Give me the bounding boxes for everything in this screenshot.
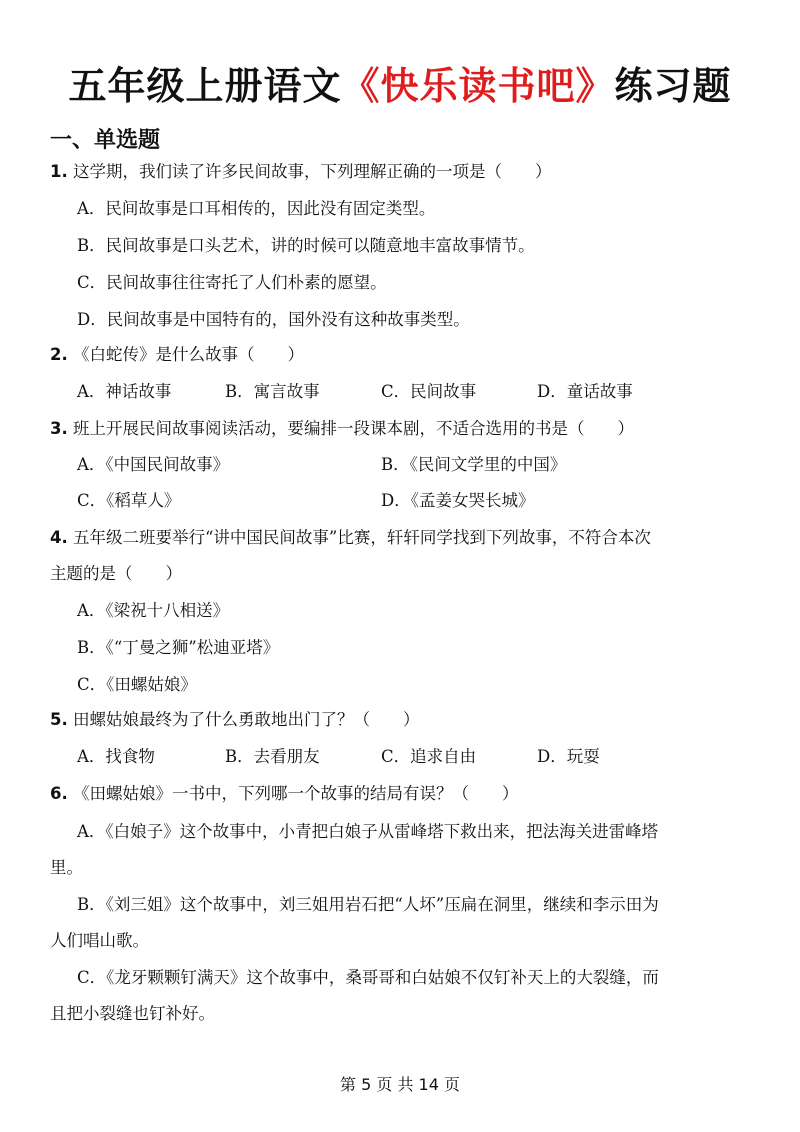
q5-option-c: C．追求自由 (381, 747, 477, 766)
question-text: 班上开展民间故事阅读活动，要编排一段课本剧，不适合选用的书是（ ） (73, 419, 634, 438)
question-number: 3. (50, 419, 68, 438)
q3-options-row-2 (77, 487, 777, 515)
question-number: 4. (50, 528, 68, 547)
q3-option-b: B．《民间文学里的中国》 (381, 455, 567, 474)
q4-option-b: B．《“丁曼之狮”松迪亚塔》 (77, 638, 280, 657)
question-text: 这学期，我们读了许多民间故事，下列理解正确的一项是（ ） (73, 162, 552, 181)
q6-option-a-continuation: 里。 (50, 858, 83, 877)
q2-option-c: C．民间故事 (381, 382, 477, 401)
question-6 (50, 780, 519, 808)
q6-option-b-continuation: 人们唱山歌。 (50, 931, 149, 950)
q5-option-b: B．去看朋友 (225, 747, 320, 766)
question-3 (50, 415, 634, 443)
q2-options-row (77, 378, 777, 406)
section-heading: 一、单选题 (50, 128, 161, 153)
question-text-line-1: 五年级二班要举行“讲中国民间故事”比赛，轩轩同学找到下列故事，不符合本次 (73, 528, 651, 547)
question-1 (50, 158, 552, 186)
q4-option-a: A．《梁祝十八相送》 (77, 601, 230, 620)
q4-option-c: C．《田螺姑娘》 (77, 675, 197, 694)
q6-option-a: A．《白娘子》这个故事中，小青把白娘子从雷峰塔下救出来，把法海关进雷峰塔 (77, 822, 659, 841)
question-4 (50, 524, 651, 552)
q6-option-c: C．《龙牙颗颗钉满天》这个故事中，桑哥哥和白姑娘不仅钉补天上的大裂缝，而 (77, 968, 659, 987)
title-part-1: 五年级上册语文 (68, 64, 342, 108)
question-number: 5. (50, 710, 68, 729)
page-footer: 第 5 页 共 14 页 (340, 1075, 460, 1094)
question-5 (50, 706, 420, 734)
question-number: 1. (50, 162, 68, 181)
question-number: 6. (50, 784, 68, 803)
q5-option-a: A．找食物 (77, 747, 155, 766)
title-part-2: 《快乐读书吧》 (341, 64, 615, 108)
q2-option-a: A．神话故事 (77, 382, 172, 401)
q3-option-a: A．《中国民间故事》 (77, 455, 230, 474)
q1-option-c: C．民间故事往往寄托了人们朴素的愿望。 (77, 273, 387, 292)
q1-option-d: D．民间故事是中国特有的，国外没有这种故事类型。 (77, 310, 470, 329)
page-title (0, 58, 800, 114)
q1-option-b: B．民间故事是口头艺术，讲的时候可以随意地丰富故事情节。 (77, 236, 535, 255)
q1-option-a: A．民间故事是口耳相传的，因此没有固定类型。 (77, 199, 436, 218)
question-text: 《白蛇传》是什么故事（ ） (73, 345, 304, 364)
q2-option-d: D．童话故事 (537, 382, 633, 401)
question-2 (50, 341, 304, 369)
question-text: 《田螺姑娘》一书中，下列哪一个故事的结局有误？（ ） (73, 784, 519, 803)
q3-option-d: D．《孟姜女哭长城》 (381, 491, 535, 510)
q6-option-c-continuation: 且把小裂缝也钉补好。 (50, 1004, 215, 1023)
q2-option-b: B．寓言故事 (225, 382, 320, 401)
question-text: 田螺姑娘最终为了什么勇敢地出门了？（ ） (73, 710, 420, 729)
q5-option-d: D．玩耍 (537, 747, 600, 766)
q3-options-row-1 (77, 451, 777, 479)
question-number: 2. (50, 345, 68, 364)
q6-option-b: B．《刘三姐》这个故事中，刘三姐用岩石把“人坏”压扁在洞里，继续和李示田为 (77, 895, 659, 914)
question-4-continuation: 主题的是（ ） (50, 564, 182, 583)
q5-options-row (77, 743, 777, 771)
title-part-3: 练习题 (614, 64, 732, 108)
q3-option-c: C．《稻草人》 (77, 491, 181, 510)
